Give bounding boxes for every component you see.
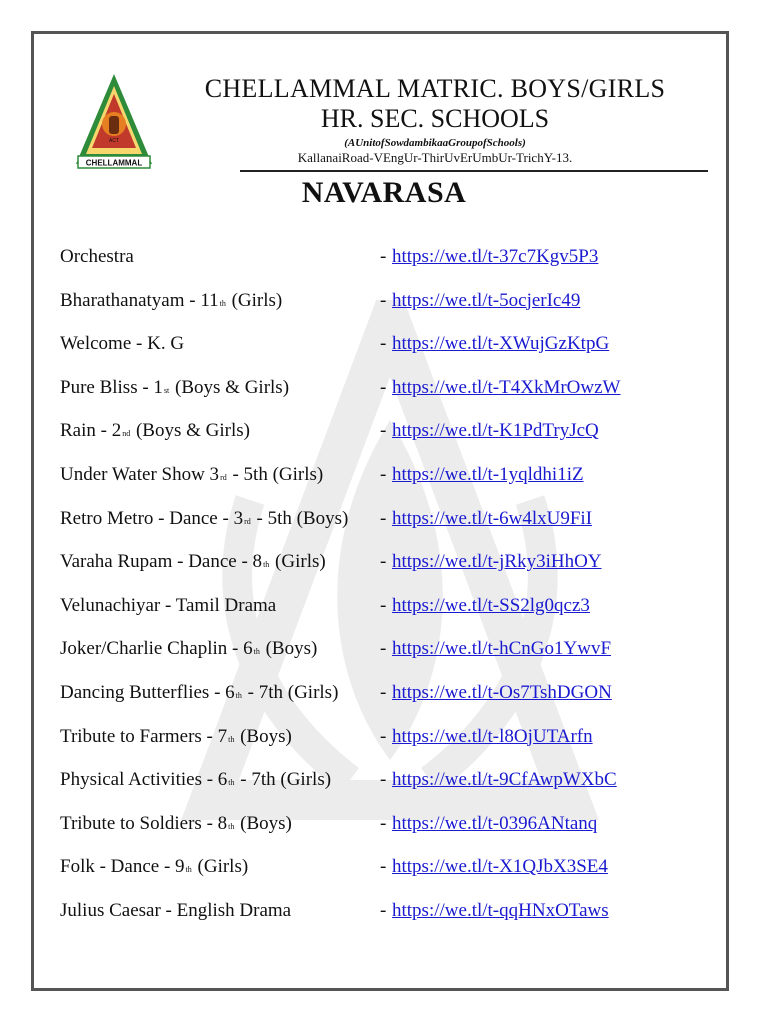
ordinal-suffix: th	[253, 647, 260, 657]
ordinal-suffix: th	[228, 821, 235, 831]
list-item	[60, 676, 720, 720]
list-item	[60, 458, 720, 502]
school-address: KallanaiRoad-VEngUr-ThirUvErUmbUr-TrichY-13.	[297, 150, 573, 165]
page-title: NAVARASA	[301, 176, 467, 209]
video-link[interactable]: https://we.tl/t-X1QJbX3SE4	[392, 856, 608, 878]
video-link[interactable]: https://we.tl/t-jRky3iHhOY	[392, 551, 602, 573]
program-name: Julius Caesar - English Drama	[60, 899, 292, 921]
program-group: (Boys)	[260, 638, 318, 660]
program-group: (Boys)	[235, 812, 292, 834]
list-item	[60, 545, 720, 589]
program-name: Varaha Rupam - Dance - 8	[60, 551, 263, 573]
separator-dash: -	[380, 420, 387, 442]
ordinal-suffix: th	[263, 560, 270, 570]
ordinal-suffix: th	[228, 778, 235, 788]
list-item	[60, 807, 720, 851]
separator-dash: -	[380, 638, 387, 660]
separator-dash: -	[380, 463, 387, 485]
list-item	[60, 371, 720, 415]
program-group: (Girls)	[270, 551, 326, 573]
program-label	[60, 290, 282, 312]
separator-dash: -	[380, 594, 387, 616]
ordinal-suffix: th	[219, 298, 226, 308]
ordinal-suffix: th	[235, 690, 242, 700]
program-label	[60, 246, 136, 268]
list-item	[60, 632, 720, 676]
video-link[interactable]: https://we.tl/t-K1PdTryJcQ	[392, 420, 599, 442]
program-label	[60, 420, 250, 442]
ordinal-suffix: rd	[220, 472, 227, 482]
list-item	[60, 763, 720, 807]
program-name: Tribute to Farmers - 7	[60, 725, 228, 747]
program-label	[60, 813, 292, 835]
video-link[interactable]: https://we.tl/t-qqHNxOTaws	[392, 899, 609, 921]
program-name: Rain - 2	[60, 420, 122, 442]
program-group: (Girls)	[226, 289, 283, 311]
program-name: Folk - Dance - 9	[60, 856, 185, 878]
separator-dash: -	[380, 246, 387, 267]
ordinal-suffix: nd	[122, 429, 131, 439]
list-item	[60, 502, 720, 546]
program-label	[60, 769, 331, 791]
program-name: Physical Activities - 6	[60, 769, 228, 791]
school-header	[170, 74, 700, 165]
program-group: - 7th (Girls)	[235, 769, 332, 791]
program-name: Under Water Show 3	[60, 463, 220, 485]
program-list	[60, 240, 720, 938]
separator-dash: -	[380, 333, 387, 355]
ordinal-suffix: st	[163, 385, 170, 395]
program-name: Pure Bliss - 1	[60, 376, 163, 398]
school-unit: (AUnitofSowdambikaaGroupofSchools)	[344, 137, 526, 149]
video-link[interactable]: https://we.tl/t-Os7TshDGON	[392, 681, 612, 703]
program-group: (Girls)	[192, 856, 249, 878]
program-label	[60, 856, 248, 878]
video-link[interactable]: https://we.tl/t-1yqldhi1iZ	[392, 463, 584, 485]
video-link[interactable]: https://we.tl/t-9CfAwpWXbC	[392, 769, 617, 791]
video-link[interactable]: https://we.tl/t-5ocjerIc49	[392, 289, 581, 311]
ordinal-suffix: th	[228, 734, 235, 744]
header-rule	[240, 170, 708, 172]
program-label	[60, 682, 338, 704]
logo-text: CHELLAMMAL	[85, 158, 143, 168]
program-label	[60, 726, 292, 748]
video-link[interactable]: https://we.tl/t-hCnGo1YwvF	[392, 638, 612, 660]
program-name: Retro Metro - Dance - 3	[60, 507, 244, 529]
separator-dash: -	[380, 856, 387, 878]
list-item	[60, 327, 720, 371]
program-label	[60, 333, 186, 355]
program-label	[60, 508, 348, 530]
video-link[interactable]: https://we.tl/t-SS2lg0qcz3	[392, 594, 590, 616]
list-item	[60, 850, 720, 894]
video-link[interactable]: https://we.tl/t-XWujGzKtpG	[392, 333, 610, 355]
program-label	[60, 464, 323, 486]
program-label	[60, 638, 317, 660]
logo-sub: ACT	[109, 138, 119, 144]
video-link[interactable]: https://we.tl/t-l8OjUTArfn	[392, 725, 593, 747]
video-link[interactable]: https://we.tl/t-6w4lxU9FiI	[392, 507, 593, 529]
separator-dash: -	[380, 507, 387, 529]
program-name: Welcome - K. G	[60, 333, 185, 355]
separator-dash: -	[380, 812, 387, 834]
video-link[interactable]: https://we.tl/t-37c7Kgv5P3	[392, 246, 599, 267]
program-name: Tribute to Soldiers - 8	[60, 812, 228, 834]
program-name: Bharathanatyam - 11	[60, 289, 219, 311]
video-link[interactable]: https://we.tl/t-0396ANtanq	[392, 812, 598, 834]
program-label	[60, 377, 289, 399]
program-name: Joker/Charlie Chaplin - 6	[60, 638, 253, 660]
separator-dash: -	[380, 551, 387, 573]
separator-dash: -	[380, 681, 387, 703]
video-link[interactable]: https://we.tl/t-T4XkMrOwzW	[392, 376, 621, 398]
separator-dash: -	[380, 289, 387, 311]
separator-dash: -	[380, 769, 387, 791]
program-label	[60, 595, 278, 617]
list-item	[60, 284, 720, 328]
list-item	[60, 894, 720, 938]
list-item	[60, 589, 720, 633]
list-item	[60, 414, 720, 458]
program-name: Orchestra	[60, 246, 134, 267]
school-name-line2: HR. SEC. SCHOOLS	[320, 104, 550, 133]
program-label	[60, 551, 326, 573]
separator-dash: -	[380, 899, 387, 921]
separator-dash: -	[380, 725, 387, 747]
program-group: (Boys)	[235, 725, 292, 747]
ordinal-suffix: rd	[244, 516, 251, 526]
program-label	[60, 900, 293, 922]
separator-dash: -	[380, 376, 387, 398]
program-group: - 7th (Girls)	[242, 681, 339, 703]
program-group: - 5th (Girls)	[227, 463, 324, 485]
school-name-line1: CHELLAMMAL MATRIC. BOYS/GIRLS	[204, 74, 666, 103]
school-logo	[74, 72, 154, 172]
program-name: Dancing Butterflies - 6	[60, 681, 235, 703]
program-name: Velunachiyar - Tamil Drama	[60, 594, 277, 616]
program-group: (Boys & Girls)	[170, 376, 290, 398]
program-group: (Boys & Girls)	[131, 420, 250, 442]
list-item	[60, 240, 720, 284]
ordinal-suffix: th	[185, 865, 192, 875]
list-item	[60, 720, 720, 764]
program-group: - 5th (Boys)	[251, 507, 349, 529]
